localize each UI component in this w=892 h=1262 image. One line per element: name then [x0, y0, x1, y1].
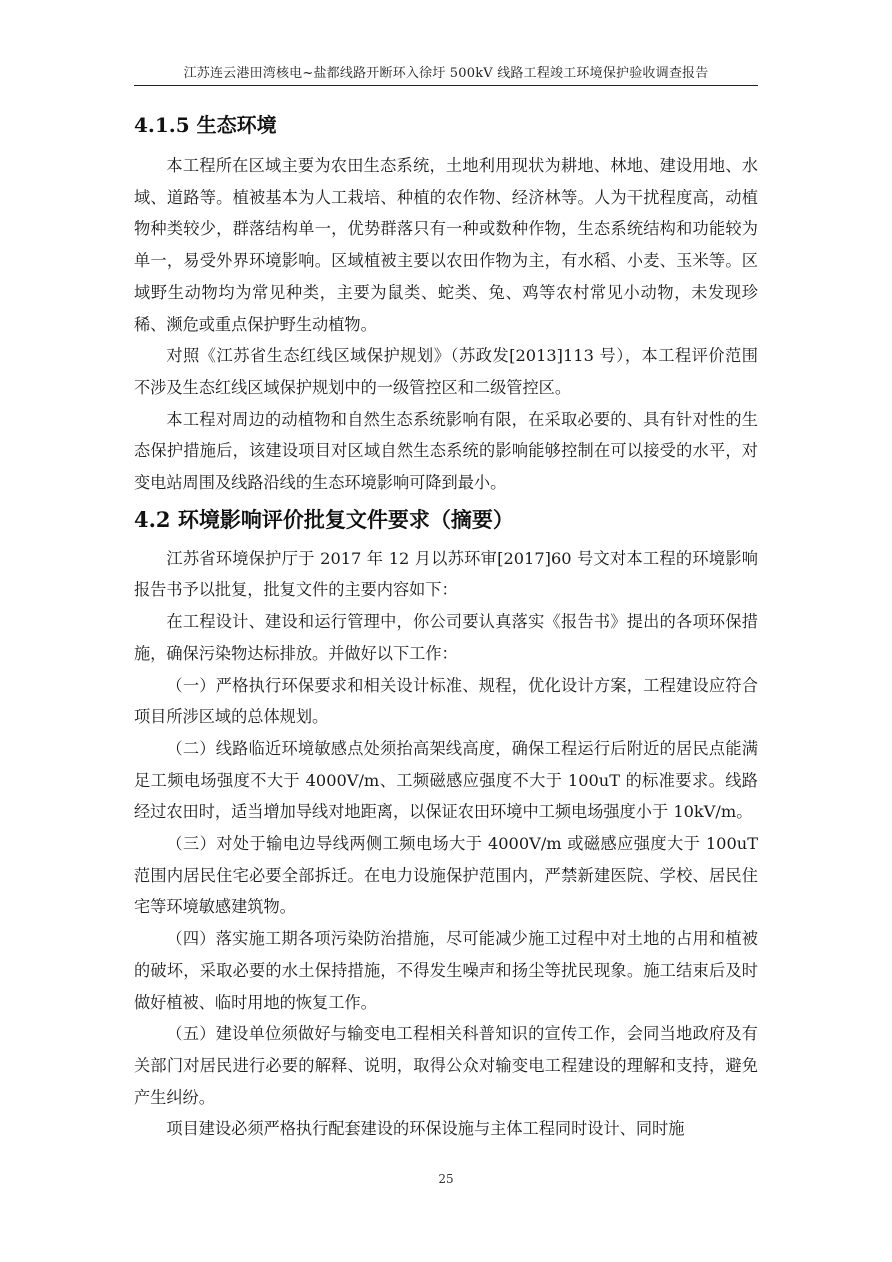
list-item-paragraph: （一）严格执行环保要求和相关设计标准、规程，优化设计方案，工程建设应符合项目所涉区域的总体规划。: [134, 675, 758, 727]
list-item-paragraph: （三）对处于输电边导线两侧工频电场大于 4000V/m 或磁感应强度大于 100uT 范围内居民住宅必要全部拆迁。在电力设施保护范围内，严禁新建医院、学校、居民住宅等环境敏感建筑物。: [134, 834, 758, 917]
running-header: 江苏连云港田湾核电~盐都线路开断环入徐圩 500kV 线路工程竣工环境保护验收调查报告: [183, 66, 709, 81]
section-heading-4-2: 4.2 环境影响评价批复文件要求（摘要）: [134, 506, 514, 532]
paragraph: 江苏省环境保护厅于 2017 年 12 月以苏环审[2017]60 号文对本工程的环境影响报告书予以批复，批复文件的主要内容如下：: [134, 548, 758, 600]
section-heading-4-1-5: 4.1.5 生态环境: [134, 113, 277, 137]
page-body: [134, 108, 758, 1145]
list-item-paragraph: （四）落实施工期各项污染防治措施，尽可能减少施工过程中对土地的占用和植被的破坏，采取必要的水土保持措施，不得发生噪声和扬尘等扰民现象。施工结束后及时做好植被、临时用地的恢复工作。: [134, 929, 758, 1012]
list-item-paragraph: （二）线路临近环境敏感点处须抬高架线高度，确保工程运行后附近的居民点能满足工频电场强度不大于 4000V/m、工频磁感应强度不大于 100uT 的标准要求。线路经过农田时，适当增加导线对地距离，以保证农田环境中工频电场强度小于 10kV/m。: [134, 738, 758, 822]
paragraph: 项目建设必须严格执行配套建设的环保设施与主体工程同时设计、同时施: [166, 1119, 685, 1139]
paragraph: 本工程所在区域主要为农田生态系统，土地利用现状为耕地、林地、建设用地、水域、道路等。植被基本为人工栽培、种植的农作物、经济林等。人为干扰程度高，动植物种类较少，群落结构单一，优势群落只有一种或数种作物，生态系统结构和功能较为单一，易受外界环境影响。区域植被主要以农田作物为主，有水稻、小麦、玉米等。区域野生动物均为常见种类，主要为鼠类、蛇类、兔、鸡等农村常见小动物，未发现珍稀、濒危或重点保护野生动植物。: [134, 156, 758, 334]
page-number: 25: [438, 1172, 454, 1186]
list-item-paragraph: （五）建设单位须做好与输变电工程相关科普知识的宣传工作，会同当地政府及有关部门对居民进行必要的解释、说明，取得公众对输变电工程建设的理解和支持，避免产生纠纷。: [134, 1024, 758, 1107]
paragraph: 在工程设计、建设和运行管理中，你公司要认真落实《报告书》提出的各项环保措施，确保污染物达标排放。并做好以下工作：: [134, 612, 758, 663]
header-rule: [134, 85, 758, 86]
paragraph: 对照《江苏省生态红线区域保护规划》（苏政发[2013]113 号），本工程评价范围不涉及生态红线区域保护规划中的一级管控区和二级管控区。: [134, 346, 758, 397]
paragraph: 本工程对周边的动植物和自然生态系统影响有限，在采取必要的、具有针对性的生态保护措施后，该建设项目对区域自然生态系统的影响能够控制在可以接受的水平，对变电站周围及线路沿线的生态环境影响可降到最小。: [134, 409, 758, 493]
